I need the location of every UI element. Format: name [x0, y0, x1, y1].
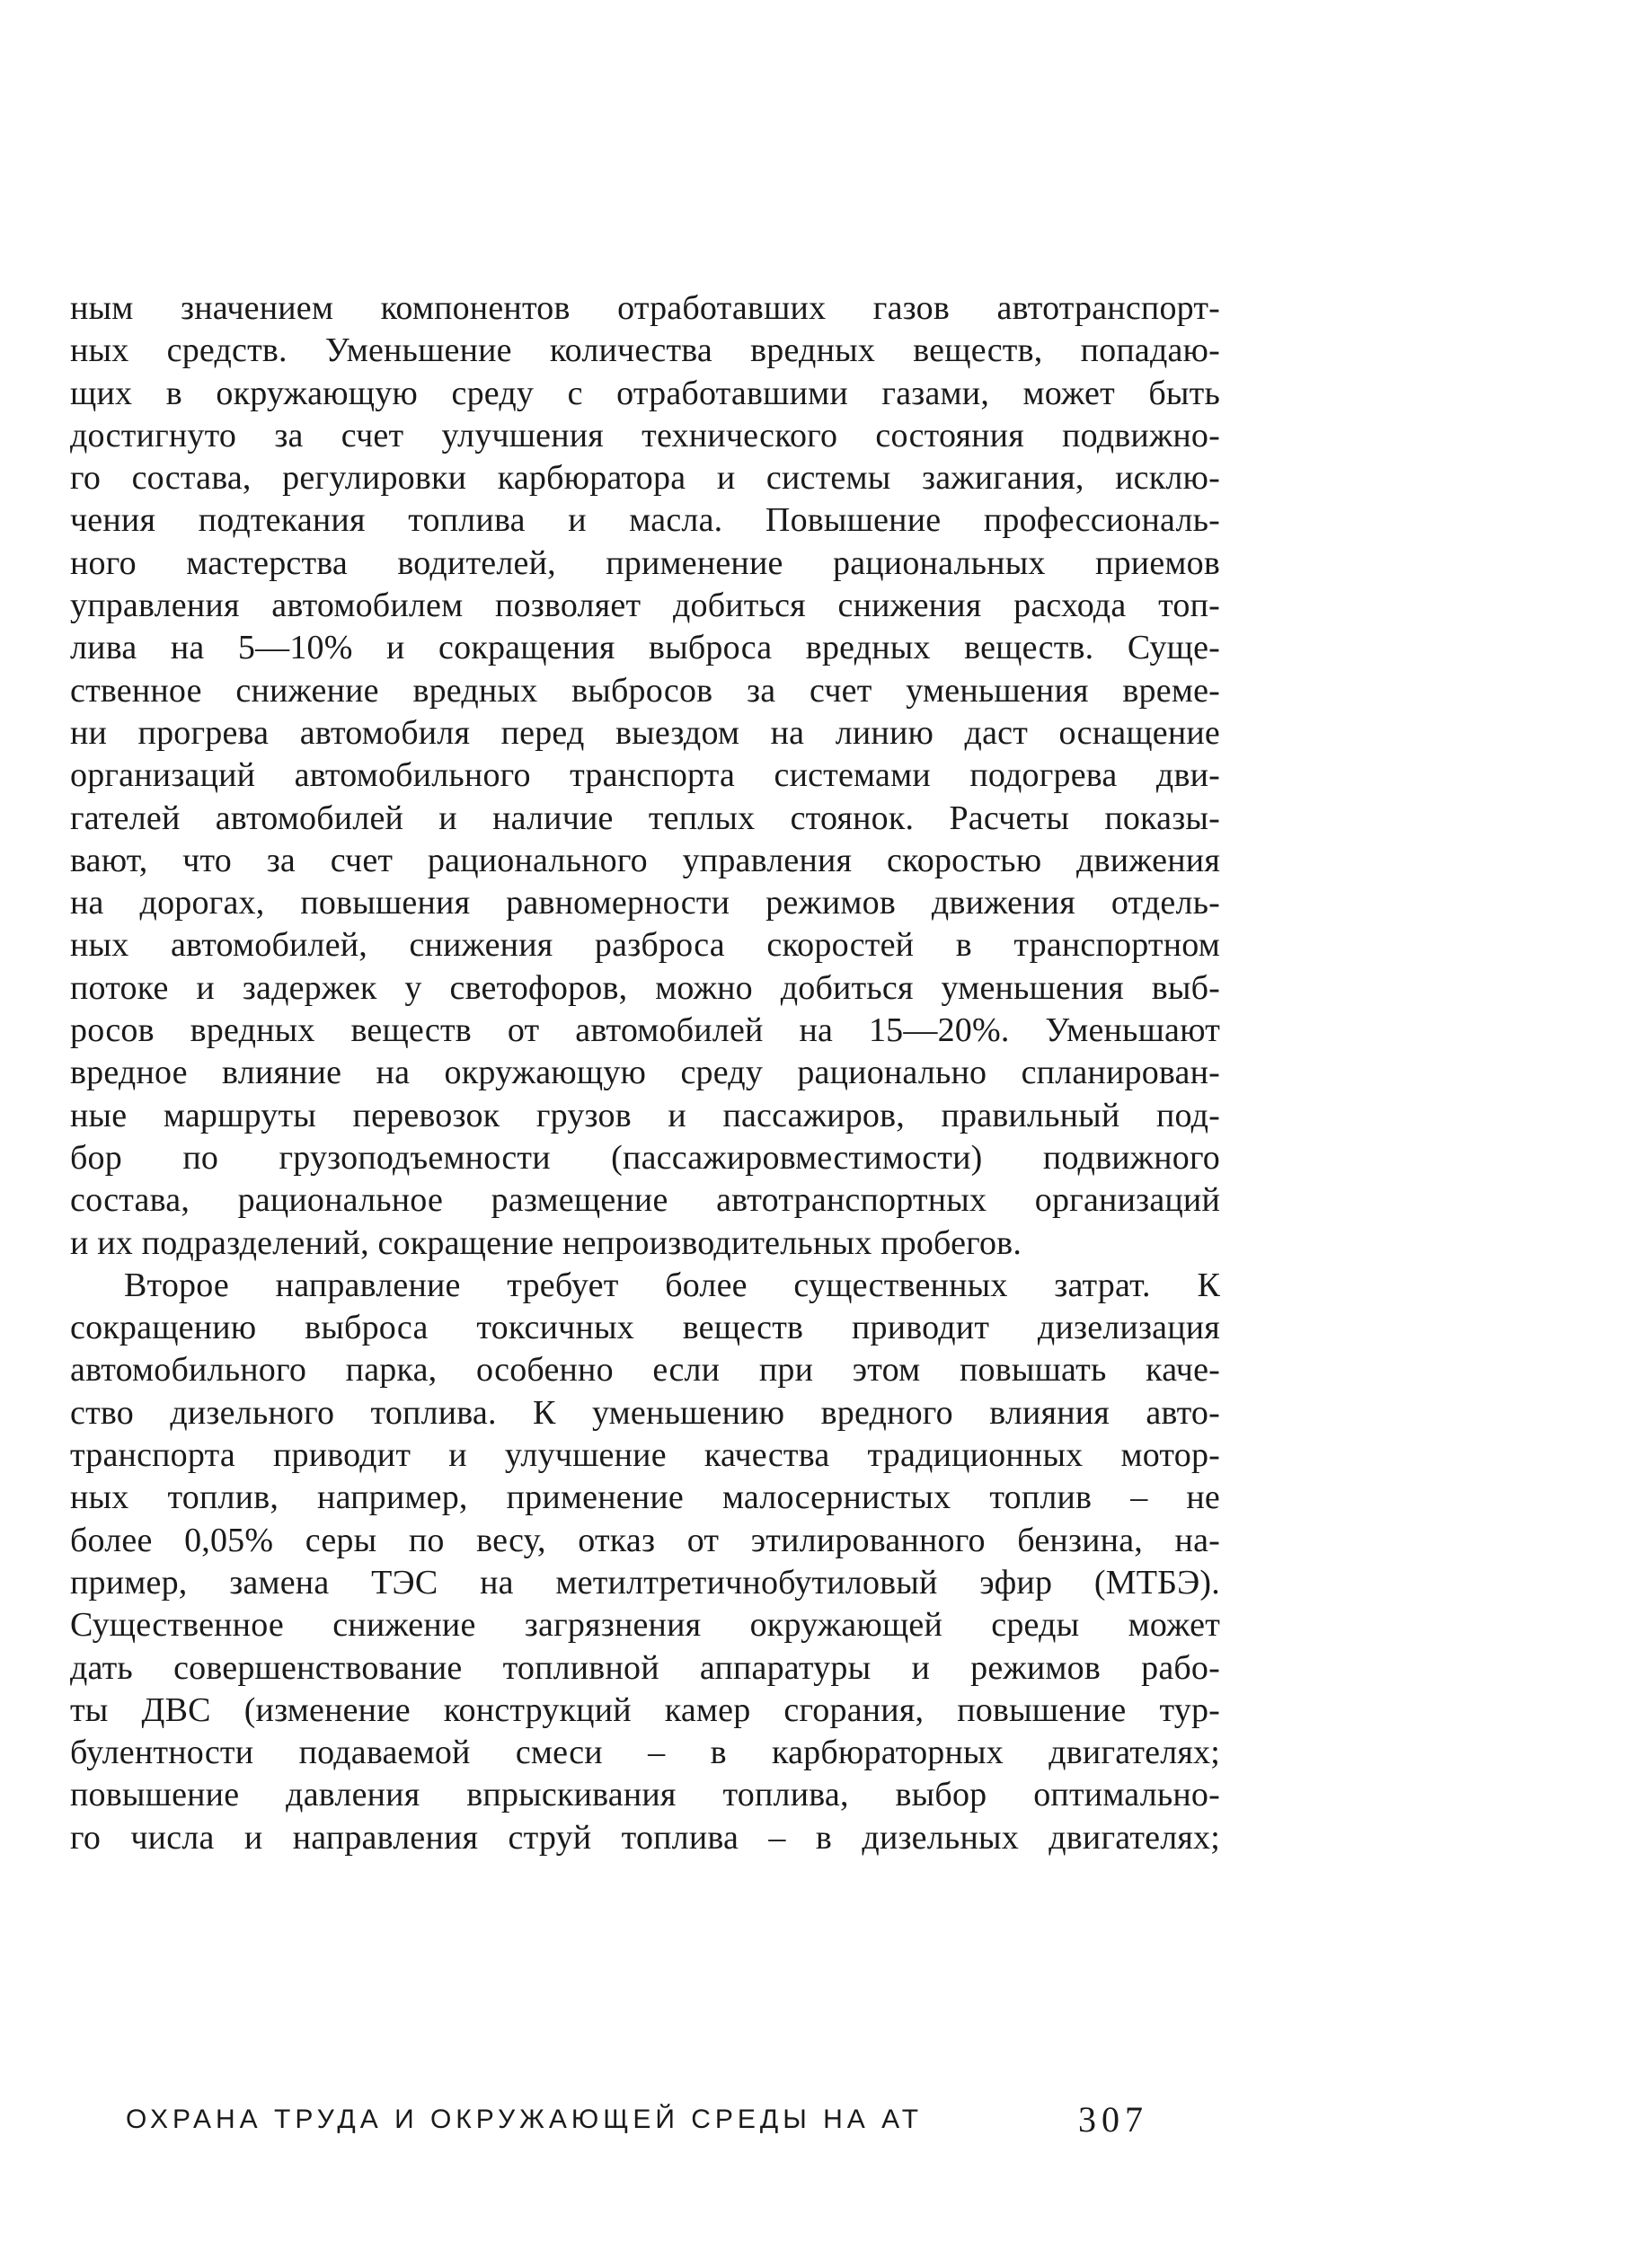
text-line: автомобильного парка, особенно если при этом повышать каче-	[70, 1351, 1220, 1390]
text-line: потоке и задержек у светофоров, можно добиться уменьшения выб-	[70, 968, 1220, 1007]
running-head: ОХРАНА ТРУДА И ОКРУЖАЮЩЕЙ СРЕДЫ НА АТ	[126, 2105, 924, 2134]
text-line: чения подтекания топлива и масла. Повышение профессиональ-	[70, 501, 1220, 540]
text-line: ного мастерства водителей, применение рациональных приемов	[70, 543, 1220, 582]
text-line: лива на 5—10% и сокращения выброса вредных веществ. Суще-	[70, 629, 1220, 667]
text-line: сокращению выброса токсичных веществ приводит дизелизация	[70, 1309, 1220, 1347]
text-line: повышение давления впрыскивания топлива, выбор оптимально-	[70, 1776, 1220, 1814]
text-line: организаций автомобильного транспорта системами подогрева дви-	[70, 756, 1220, 795]
text-line: ным значением компонентов отработавших газов автотранспорт-	[70, 289, 1220, 327]
paragraph-first-line: Второе направление требует более существенных затрат. К	[124, 1266, 1220, 1304]
text-line: дать совершенствование топливной аппаратуры и режимов рабо-	[70, 1648, 1220, 1687]
text-line: более 0,05% серы по весу, отказ от этилированного бензина, на-	[70, 1521, 1220, 1559]
text-line: ных автомобилей, снижения разброса скоростей в транспортном	[70, 926, 1220, 965]
text-line: щих в окружающую среду с отработавшими газами, может быть	[70, 374, 1220, 412]
text-line: достигнуто за счет улучшения технического состояния подвижно-	[70, 416, 1220, 454]
text-line: булентности подаваемой смеси – в карбюраторных двигателях;	[70, 1734, 1220, 1772]
text-line: состава, рациональное размещение автотранспортных организаций	[70, 1181, 1220, 1220]
text-line: на дорогах, повышения равномерности режимов движения отдель-	[70, 884, 1220, 922]
text-line: пример, замена ТЭС на метилтретичнобутиловый эфир (МТБЭ).	[70, 1563, 1220, 1602]
text-line: бор по грузоподъемности (пассажировместимости) подвижного	[70, 1138, 1220, 1177]
text-line: ные маршруты перевозок грузов и пассажиров, правильный под-	[70, 1096, 1220, 1134]
text-line: вредное влияние на окружающую среду рационально спланирован-	[70, 1054, 1220, 1092]
text-line: Существенное снижение загрязнения окружающей среды может	[70, 1606, 1220, 1645]
text-line: росов вредных веществ от автомобилей на 15—20%. Уменьшают	[70, 1011, 1220, 1050]
text-line: управления автомобилем позволяет добиться снижения расхода топ-	[70, 587, 1220, 625]
text-line: ных топлив, например, применение малосернистых топлив – не	[70, 1478, 1220, 1517]
text-line: и их подразделений, сокращение непроизводительных пробегов.	[70, 1223, 1022, 1262]
text-line: гателей автомобилей и наличие теплых стоянок. Расчеты показы-	[70, 799, 1220, 837]
text-line: ных средств. Уменьшение количества вредных веществ, попадаю-	[70, 331, 1220, 370]
text-line: вают, что за счет рационального управления скоростью движения	[70, 841, 1220, 879]
text-line: ство дизельного топлива. К уменьшению вредного влияния авто-	[70, 1393, 1220, 1432]
text-line: ственное снижение вредных выбросов за счет уменьшения време-	[70, 671, 1220, 710]
body-text	[70, 287, 1220, 1859]
text-line: ни прогрева автомобиля перед выездом на линию даст оснащение	[70, 713, 1220, 752]
text-line: ты ДВС (изменение конструкций камер сгорания, повышение тур-	[70, 1690, 1220, 1729]
text-line: го состава, регулировки карбюратора и системы зажигания, исклю-	[70, 459, 1220, 498]
text-line: транспорта приводит и улучшение качества традиционных мотор-	[70, 1436, 1220, 1475]
page-number: 307	[1078, 2099, 1148, 2140]
page-footer	[126, 2093, 1159, 2147]
text-line: го числа и направления струй топлива – в дизельных двигателях;	[70, 1818, 1220, 1857]
